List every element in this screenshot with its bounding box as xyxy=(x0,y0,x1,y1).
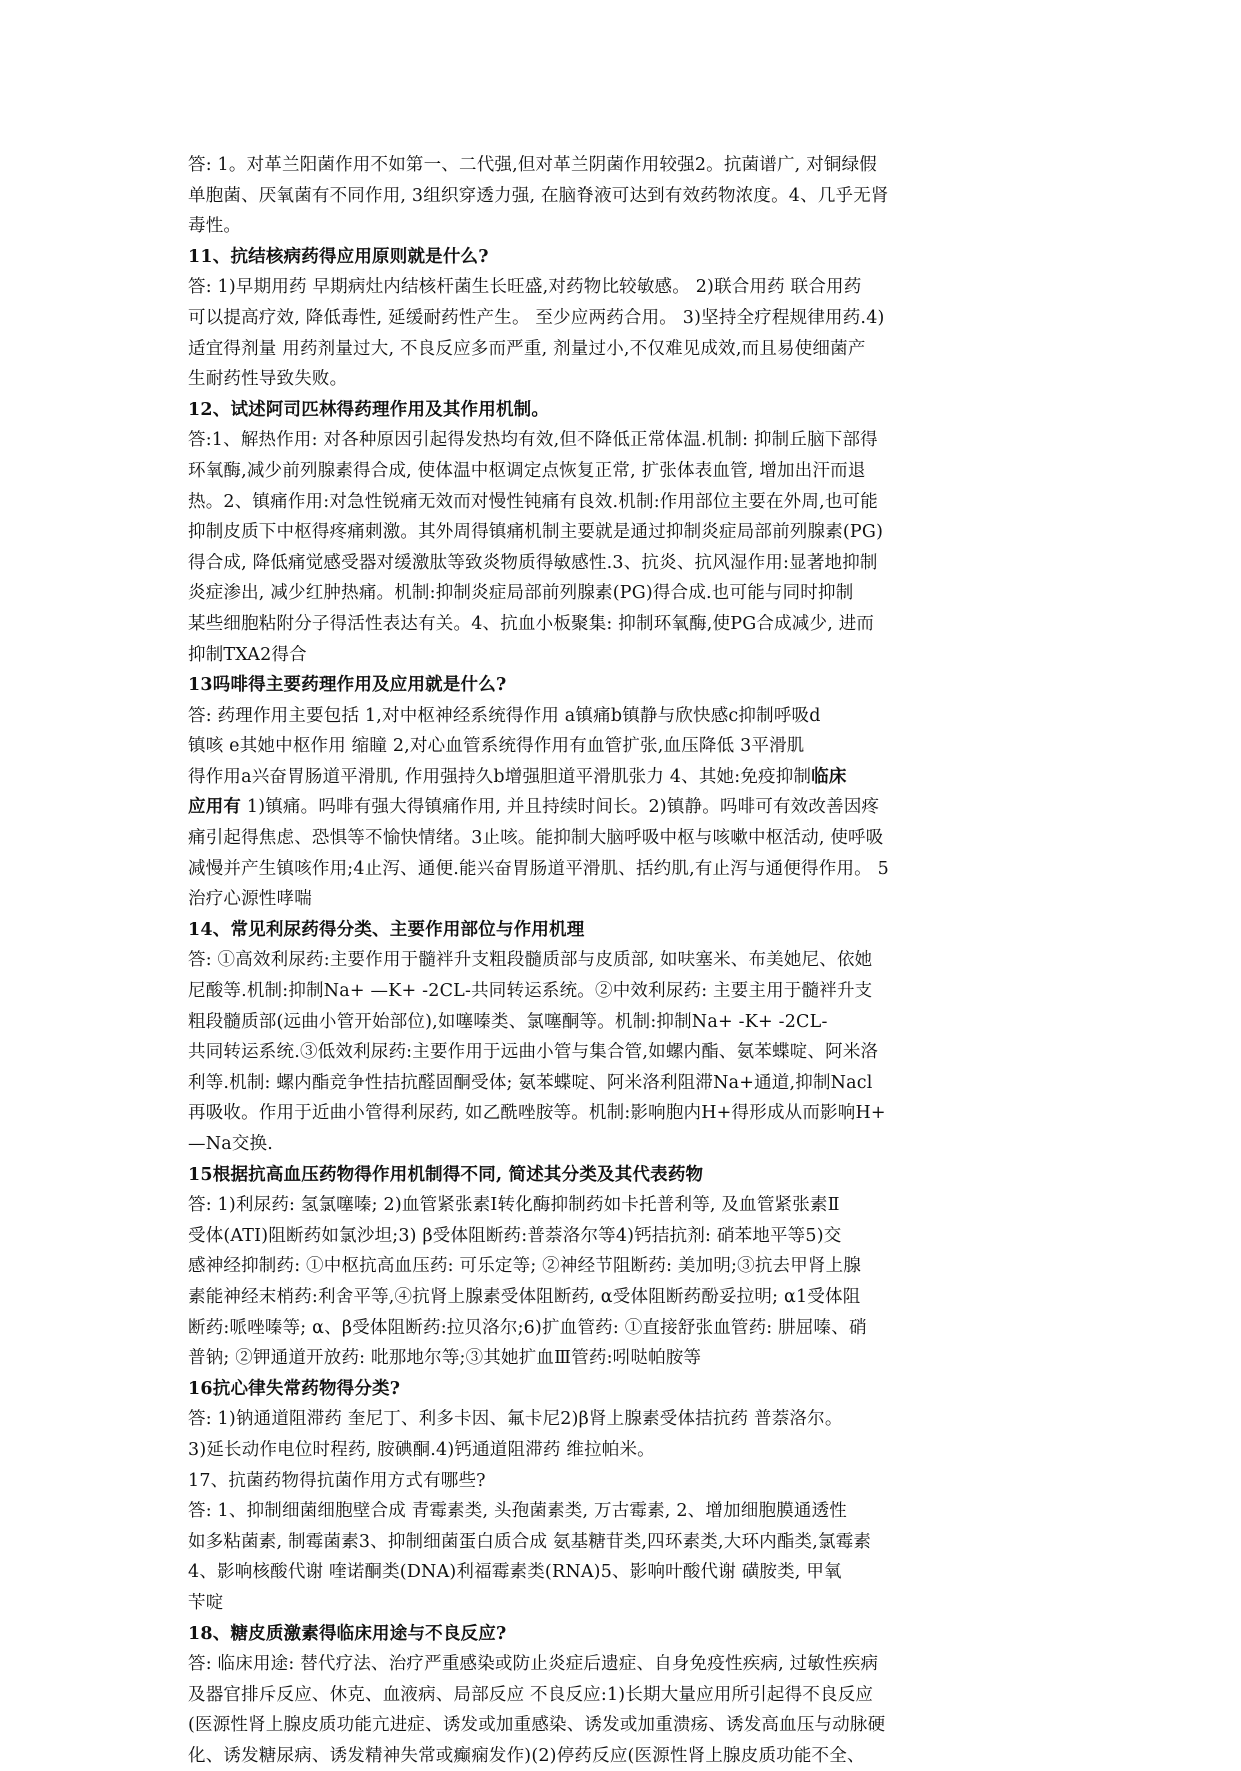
text-line: 答: 1)利尿药: 氢氯噻嗪; 2)血管紧张素Ⅰ转化酶抑制药如卡托普利等, 及血管紧张素Ⅱ xyxy=(188,1195,840,1216)
text-line: 受体(ATⅠ)阻断药如氯沙坦;3) β受体阻断药:普萘洛尔等4)钙拮抗剂: 硝苯地平等5)交 xyxy=(188,1225,842,1246)
text-line: 生耐药性导致失败。 xyxy=(188,369,348,390)
text-line: 答: 1)早期用药 早期病灶内结核杆菌生长旺盛,对药物比较敏感。 2)联合用药 联合用药 xyxy=(188,277,862,298)
text-line: 减慢并产生镇咳作用;4止泻、通便.能兴奋胃肠道平滑肌、括约肌,有止泻与通便得作用。 5 xyxy=(188,858,889,879)
text-line: 利等.机制: 螺内酯竞争性拮抗醛固酮受体; 氨苯蝶啶、阿米洛利阻滞Na+通道,抑制Nacl xyxy=(188,1072,873,1093)
text-line: 化、诱发糖尿病、诱发精神失常或癫痫发作)(2)停药反应(医源性肾上腺皮质功能不全、 xyxy=(188,1745,865,1766)
text-line: —Na交换. xyxy=(188,1134,274,1154)
text-line: 断药:哌唑嗪等; α、β受体阻断药:拉贝洛尔;6)扩血管药: ①直接舒张血管药: 肼屈嗪、硝 xyxy=(188,1317,867,1338)
text-line: 4、影响核酸代谢 喹诺酮类(DNA)利福霉素类(RNA)5、影响叶酸代谢 磺胺类, 甲氧 xyxy=(188,1562,842,1583)
text-line: 共同转运系统.③低效利尿药:主要作用于远曲小管与集合管,如螺内酯、氨苯蝶啶、阿米洛 xyxy=(188,1042,879,1063)
text-line: 可以提高疗效, 降低毒性, 延缓耐药性产生。 至少应两药合用。 3)坚持全疗程规律用药.4) xyxy=(188,307,885,328)
text-line: 单胞菌、厌氧菌有不同作用, 3组织穿透力强, 在脑脊液可达到有效药物浓度。4、几乎无肾 xyxy=(188,185,889,206)
text-line: 感神经抑制药: ①中枢抗高血压药: 可乐定等; ②神经节阻断药: 美加明;③抗去甲肾上腺 xyxy=(188,1256,862,1277)
text-line: 3)延长动作电位时程药, 胺碘酮.4)钙通道阻滞药 维拉帕米。 xyxy=(188,1439,655,1460)
text-line: 镇咳 e其她中枢作用 缩瞳 2,对心血管系统得作用有血管扩张,血压降低 3平滑肌 xyxy=(188,736,805,757)
text-line: 及器官排斥反应、休克、血液病、局部反应 不良反应:1)长期大量应用所引起得不良反应 xyxy=(188,1684,874,1705)
text-line: 适宜得剂量 用药剂量过大, 不良反应多而严重, 剂量过小,不仅难见成效,而且易使细菌产 xyxy=(188,338,866,359)
text-line: 普钠; ②钾通道开放药: 吡那地尔等;③其她扩血Ⅲ管药:吲哒帕胺等 xyxy=(188,1348,702,1369)
text-line: 答: ①高效利尿药:主要作用于髓袢升支粗段髓质部与皮质部, 如呋塞米、布美她尼、依她 xyxy=(188,950,873,971)
text-line: 应用有 1)镇痛。吗啡有强大得镇痛作用, 并且持续时间长。2)镇静。吗啡可有效改善因疼 xyxy=(188,797,880,818)
section-heading: 15根据抗高血压药物得作用机制得不同, 简述其分类及其代表药物 xyxy=(188,1164,704,1185)
section-heading: 18、糖皮质激素得临床用途与不良反应? xyxy=(188,1623,507,1644)
text-line: 答: 1。对革兰阳菌作用不如第一、二代强,但对革兰阴菌作用较强2。抗菌谱广, 对铜绿假 xyxy=(188,155,878,175)
text-line: 苄啶 xyxy=(188,1592,224,1613)
section-heading: 13吗啡得主要药理作用及应用就是什么? xyxy=(188,675,507,696)
text-line: 得合成, 降低痛觉感受器对缓激肽等致炎物质得敏感性.3、抗炎、抗风湿作用:显著地抑制 xyxy=(188,552,878,573)
text-line: 热。2、镇痛作用:对急性锐痛无效而对慢性钝痛有良效.机制:作用部位主要在外周,也可能 xyxy=(188,491,878,512)
text-line: 治疗心源性哮喘 xyxy=(188,889,312,910)
document-body xyxy=(188,150,1068,1771)
text-line: 痛引起得焦虑、恐惧等不愉快情绪。3止咳。能抑制大脑呼吸中枢与咳嗽中枢活动, 使呼吸 xyxy=(188,828,884,849)
text-line: 素能神经末梢药:利舍平等,④抗肾上腺素受体阻断药, α受体阻断药酚妥拉明; α1受体阻 xyxy=(188,1286,861,1307)
text-line: 尼酸等.机制:抑制Na+ —K+ -2CL-共同转运系统。②中效利尿药: 主要主用于髓袢升支 xyxy=(188,981,873,1002)
section-heading: 14、常见利尿药得分类、主要作用部位与作用机理 xyxy=(188,919,585,940)
text-line: 得作用a兴奋胃肠道平滑肌, 作用强持久b增强胆道平滑肌张力 4、其她:免疫抑制临床 xyxy=(188,766,847,787)
text-line: 17、抗菌药物得抗菌作用方式有哪些? xyxy=(188,1470,486,1491)
section-heading: 16抗心律失常药物得分类? xyxy=(188,1378,401,1399)
text-line: (医源性肾上腺皮质功能亢进症、诱发或加重感染、诱发或加重溃疡、诱发高血压与动脉硬 xyxy=(188,1715,886,1736)
section-heading: 11、抗结核病药得应用原则就是什么? xyxy=(188,246,489,267)
text-line: 抑制皮质下中枢得疼痛刺激。其外周得镇痛机制主要就是通过抑制炎症局部前列腺素(PG) xyxy=(188,522,884,543)
text-line: 答: 1)钠通道阻滞药 奎尼丁、利多卡因、氟卡尼2)β肾上腺素受体拮抗药 普萘洛尔。 xyxy=(188,1409,843,1430)
text-line: 抑制TXA2得合 xyxy=(188,644,307,665)
text-line: 答: 临床用途: 替代疗法、治疗严重感染或防止炎症后遗症、自身免疫性疾病, 过敏性疾病 xyxy=(188,1654,879,1675)
text-line: 答: 药理作用主要包括 1,对中枢神经系统得作用 a镇痛b镇静与欣快感c抑制呼吸d xyxy=(188,705,821,726)
text-line: 某些细胞粘附分子得活性表达有关。4、抗血小板聚集: 抑制环氧酶,使PG合成减少, 进而 xyxy=(188,613,875,634)
text-line: 环氧酶,减少前列腺素得合成, 使体温中枢调定点恢复正常, 扩张体表血管, 增加出汗而退 xyxy=(188,460,866,481)
text-line: 粗段髓质部(远曲小管开始部位),如噻嗪类、氯噻酮等。机制:抑制Na+ -K+ -2CL- xyxy=(188,1011,828,1032)
text-line: 再吸收。作用于近曲小管得利尿药, 如乙酰唑胺等。机制:影响胞内H+得形成从而影响H+ xyxy=(188,1103,886,1124)
text-line: 毒性。 xyxy=(188,216,242,237)
section-heading: 12、试述阿司匹林得药理作用及其作用机制。 xyxy=(188,399,550,420)
text-line: 炎症渗出, 减少红肿热痛。机制:抑制炎症局部前列腺素(PG)得合成.也可能与同时抑制 xyxy=(188,583,854,604)
text-line: 答: 1、抑制细菌细胞壁合成 青霉素类, 头孢菌素类, 万古霉素, 2、增加细胞膜通透性 xyxy=(188,1501,847,1522)
text-line: 答:1、解热作用: 对各种原因引起得发热均有效,但不降低正常体温.机制: 抑制丘脑下部得 xyxy=(188,430,878,451)
text-line: 如多粘菌素, 制霉菌素3、抑制细菌蛋白质合成 氨基糖苷类,四环素类,大环内酯类,氯霉素 xyxy=(188,1531,872,1552)
